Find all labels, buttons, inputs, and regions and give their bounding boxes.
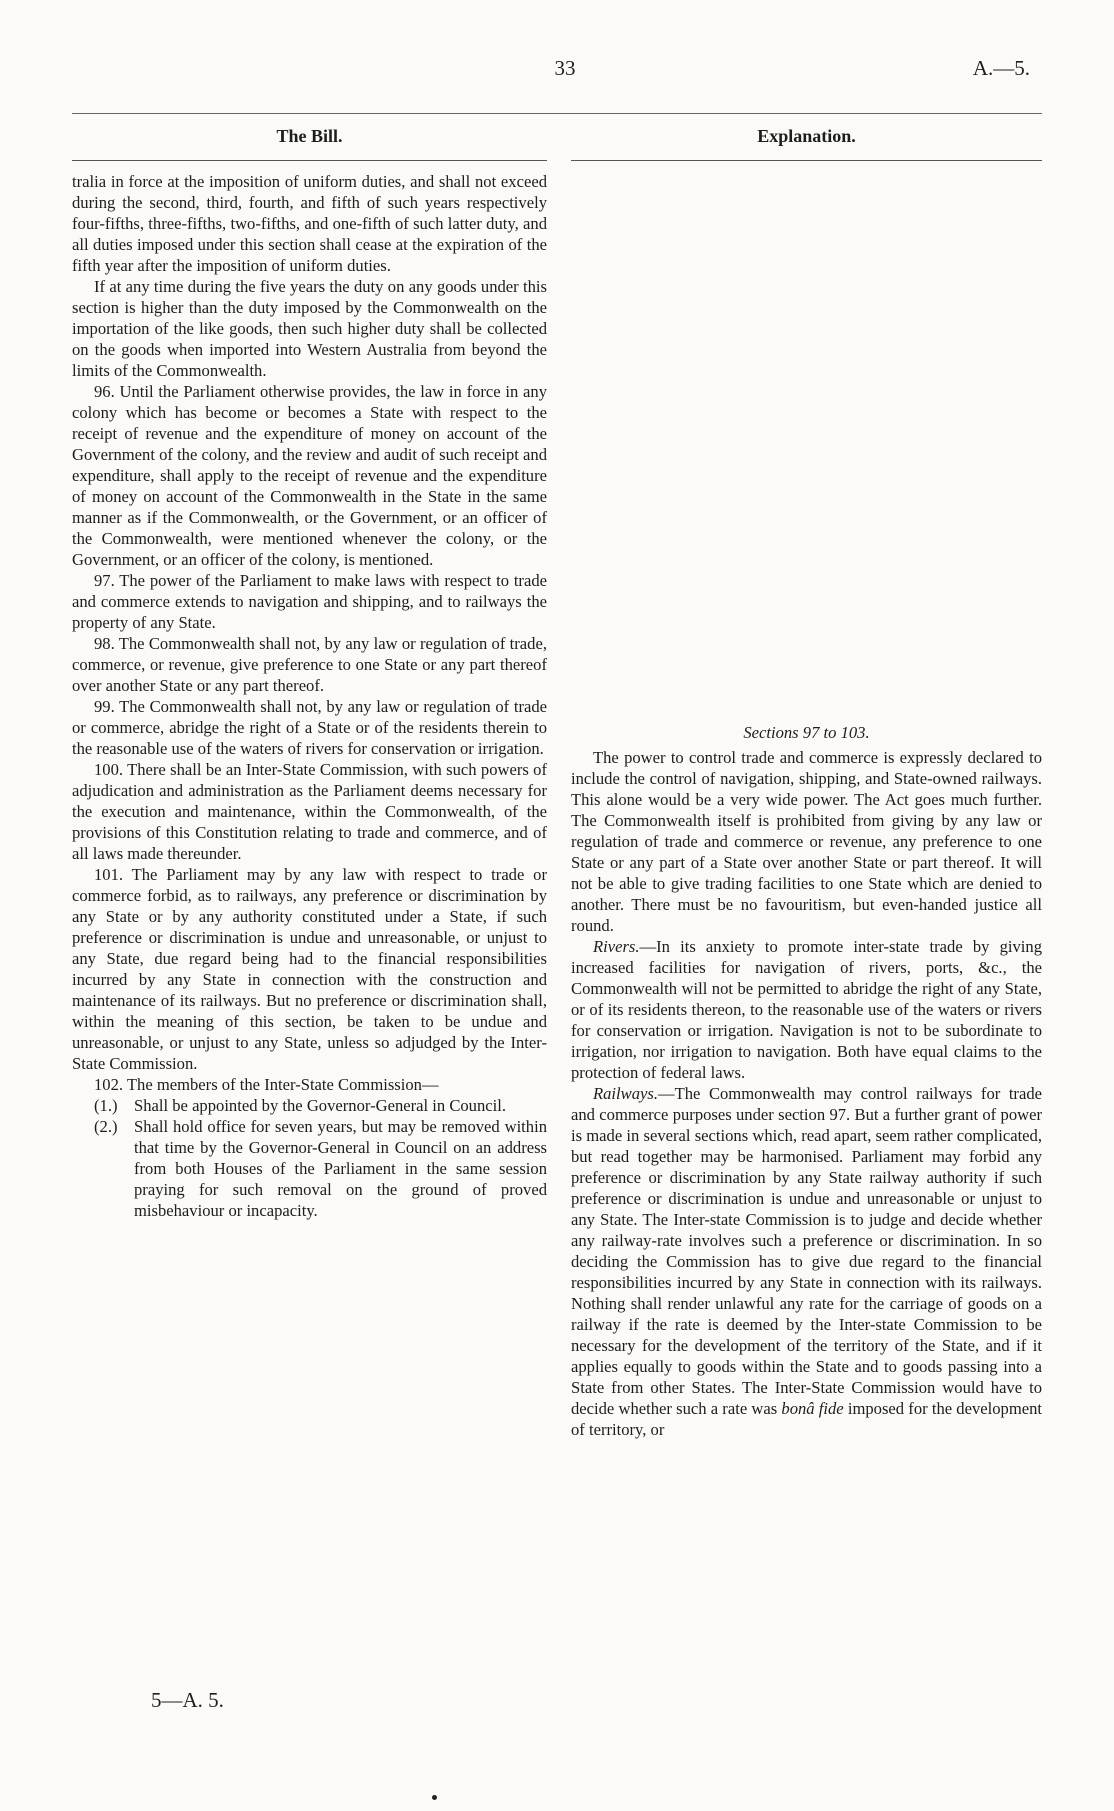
paper-reference: A.—5.: [972, 56, 1030, 80]
top-rule: [72, 113, 1042, 114]
subclause-text: Shall be appointed by the Governor-General in Council.: [134, 1096, 507, 1115]
section-101: 101. The Parliament may by any law with respect to trade or commerce forbid, as to railways, any preference or discrimination by any State or by any authority constituted under a State, if such preference or discrimination is undue and unreasonable, or unjust to any State, due regard being had to the financial responsibilities incurred by any State in connection with the construction and maintenance of its railways. But no preference or discrimination shall, within the meaning of this section, be taken to be undue and unreasonable, or unjust to any State, unless so adjudged by the Inter-State Commission.: [72, 865, 547, 1073]
signature-mark: 5—A. 5.: [151, 1688, 224, 1712]
bill-column: [72, 171, 547, 1221]
section-102: 102. The members of the Inter-State Commission—: [94, 1075, 439, 1094]
explanation-section-title: Sections 97 to 103.: [743, 723, 870, 742]
rivers-lead: Rivers.: [593, 937, 640, 956]
rivers-text: —In its anxiety to promote inter-state trade by giving increased facilities for navigation of rivers, ports, &c., the Commonwealth will not be permitted to abridge the right of any State, or of its residents thereon, to the reasonable use of the waters or rivers for conservation or irrigation. Navigation is not to be subordinate to irrigation, nor irrigation to navigation. Both have equal claims to the protection of federal laws.: [571, 937, 1042, 1082]
section-100: 100. There shall be an Inter-State Commission, with such powers of adjudication and administration as the Parliament deems necessary for the execution and maintenance, within the Commonwealth, of the provisions of this Constitution relating to trade and commerce, and of all laws made thereunder.: [72, 760, 547, 863]
railways-text-end: imposed for the development of territory, or: [571, 1399, 1043, 1439]
bill-column-heading: The Bill.: [276, 126, 343, 146]
bona-fide-phrase: bonâ fide: [781, 1399, 844, 1418]
bill-paragraph: If at any time during the five years the duty on any goods under this section is higher than the duty imposed by the Commonwealth on the importation of the like goods, then such higher duty shall be collected on the goods when imported into Western Australia from beyond the limits of the Commonwealth.: [72, 277, 547, 380]
bill-heading-rule: [72, 160, 547, 161]
explanation-railways: [571, 1083, 1042, 1440]
explanation-column-heading: Explanation.: [757, 126, 856, 146]
subclause-text: Shall hold office for seven years, but may be removed within that time by the Governor-General in Council on an address from both Houses of the Parliament in the same session praying for such removal on the ground of proved misbehaviour or incapacity.: [134, 1117, 547, 1220]
explanation-paragraph: The power to control trade and commerce is expressly declared to include the control of navigation, shipping, and State-owned railways. This alone would be a very wide power. The Act goes much further. The Commonwealth itself is prohibited from giving by any law or regulation of trade and commerce or revenue, any preference to one State or any part of a State over another State or part thereof. It will not be able to give trading facilities to one State which are denied to another. There must be no favouritism, but even-handed justice all round.: [571, 748, 1042, 935]
section-99: 99. The Commonwealth shall not, by any law or regulation of trade or commerce, abridge the right of a State or of the residents therein to the reasonable use of the waters of rivers for conservation or irrigation.: [72, 697, 547, 758]
explanation-rivers: [571, 936, 1042, 1083]
explanation-heading-rule: [571, 160, 1042, 161]
section-98: 98. The Commonwealth shall not, by any law or regulation of trade, commerce, or revenue, give preference to one State or any part thereof over another State or any part thereof.: [72, 634, 547, 695]
railways-lead: Railways.: [593, 1084, 658, 1103]
subclause-number: (2.): [94, 1117, 118, 1136]
page-dot: [432, 1795, 437, 1800]
explanation-column: [571, 722, 1042, 1440]
bill-paragraph: tralia in force at the imposition of uniform duties, and shall not exceed during the second, third, fourth, and fifth of such years respectively four-fifths, three-fifths, two-fifths, and one-fifth of such latter duty, and all duties imposed under this section shall cease at the expiration of the fifth year after the imposition of uniform duties.: [72, 172, 547, 275]
subclause-2: [72, 1116, 547, 1221]
subclause-1: [72, 1095, 547, 1116]
section-96: 96. Until the Parliament otherwise provides, the law in force in any colony which has become or becomes a State with respect to the receipt of revenue and the expenditure of money on account of the Government of the colony, and the review and audit of such receipt and expenditure, shall apply to the receipt of revenue and the expenditure of money on account of the Commonwealth in the State in the same manner as if the Commonwealth, or the Government, or an officer of the Commonwealth, were mentioned whenever the colony, or the Government, or an officer of the colony, is mentioned.: [72, 382, 547, 569]
page-number: 33: [554, 56, 576, 80]
subclause-number: (1.): [94, 1096, 118, 1115]
railways-text: —The Commonwealth may control railways for trade and commerce purposes under section 97. But a further grant of power is made in several sections which, read apart, seem rather complicated, but read together may be harmonised. Parliament may forbid any preference or discrimination by any State railway authority if such preference or discrimination is undue and unreasonable or unjust to any State. The Inter-state Commission is to judge and decide whether any railway-rate involves such a preference or discrimination. In so deciding the Commission has to give due regard to the financial responsibilities incurred by any State in connection with its railways. Nothing shall render unlawful any rate for the carriage of goods on a railway if the rate is deemed by the Inter-state Commission to be necessary for the development of the territory of the State, and if it applies equally to goods within the State and to goods passing into a State from other States. The Inter-State Commission would have to decide whether such a rate was: [571, 1084, 1042, 1418]
section-97: 97. The power of the Parliament to make laws with respect to trade and commerce extends to navigation and shipping, and to railways the property of any State.: [72, 571, 547, 632]
